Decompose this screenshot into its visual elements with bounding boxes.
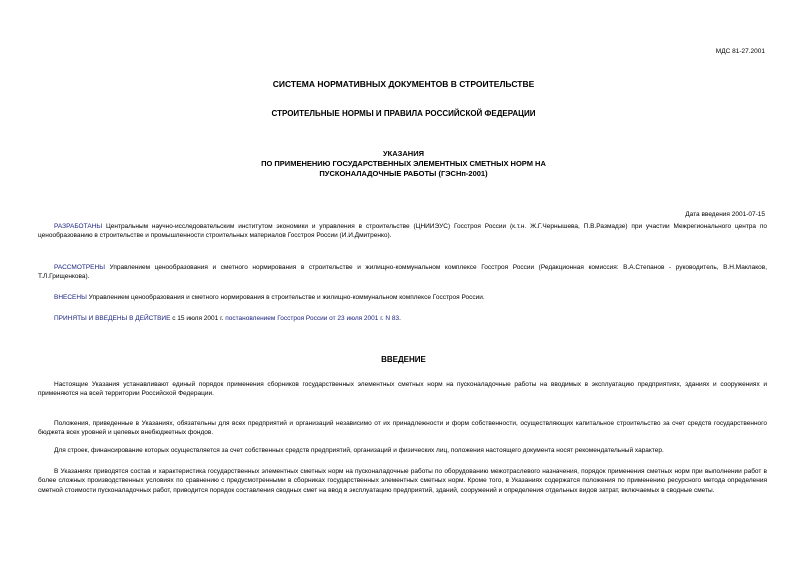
credits-reviewed [38, 263, 767, 282]
credits-introduced [38, 293, 767, 302]
introduced-text: Управлением ценообразования и сметного нормирования в строительстве и жилищно-коммунальном комплексе Госстроя России. [86, 294, 485, 301]
reviewed-text: Управлением ценообразования и сметного нормирования в строительстве и жилищно-коммунальном комплексе Госстроя России (Редакционная комиссия: В.А.Степанов - руководитель, В.Н.Маклаков, Т.Л.Грищенкова). [38, 264, 767, 281]
document-title-line-2: ПО ПРИМЕНЕНИЮ ГОСУДАРСТВЕННЫХ ЭЛЕМЕНТНЫХ СМЕТНЫХ НОРМ НА [261, 158, 546, 168]
document-title-line-3: ПУСКОНАЛАДОЧНЫЕ РАБОТЫ (ГЭСНп-2001) [319, 168, 488, 178]
body-paragraph: Для строек, финансирование которых осуществляется за счет собственных средств предприятий, организаций и физических лиц, положения настоящего документа носят рекомендательный характер. [54, 447, 664, 454]
body-paragraph: Положения, приведенные в Указаниях, обязательны для всех предприятий и организаций независимо от их принадлежности и форм собственности, осуществляющих капитальное строительство за счет средств государственного бюджета всех уровней и целевых внебюджетных фондов. [38, 420, 767, 437]
body-paragraph: Настоящие Указания устанавливают единый порядок применения сборников государственных элементных сметных норм на пусконаладочные работы на вводимых в эксплуатацию предприятиях, зданиях и сооружениях и применяются на всей территории Российской Федерации. [38, 381, 767, 398]
introduced-label: ВНЕСЕНЫ [54, 294, 87, 301]
adopted-text: с 15 июля 2001 г. [170, 315, 226, 322]
body-paragraph: В Указаниях приводятся состав и характеристика государственных элементных сметных норм на пусконаладочные работы по оборудованию межотраслевого назначения, порядок применения сметных норм при выполнении работ в более сложных производственных условиях по сравнению с предусмотренными в сборниках государственных элементных сметных норм. Кроме того, в Указаниях содержатся положения по применению ресурсного метода определения сметной стоимости пусконаладочных работ, приводится порядок составления сводных смет на ввод в эксплуатацию предприятий, зданий, сооружений и определения отдельных видов затрат, включаемых в сводные сметы. [38, 468, 767, 494]
document-code: МДС 81-27.2001 [715, 48, 765, 55]
section-title-introduction: ВВЕДЕНИЕ [381, 355, 426, 364]
decree-link[interactable]: постановлением Госстроя России от 23 июля 2001 г. N 83 [225, 315, 400, 322]
system-title: СИСТЕМА НОРМАТИВНЫХ ДОКУМЕНТОВ В СТРОИТЕЛЬСТВЕ [272, 79, 535, 89]
intro-date: Дата введения 2001-07-15 [685, 211, 765, 218]
document-title-line-1: УКАЗАНИЯ [383, 149, 424, 158]
norms-title: СТРОИТЕЛЬНЫЕ НОРМЫ И ПРАВИЛА РОССИЙСКОЙ ФЕДЕРАЦИИ [271, 109, 536, 118]
reviewed-label: РАССМОТРЕНЫ [54, 264, 105, 271]
credits-adopted [38, 314, 767, 323]
adopted-label: ПРИНЯТЫ И ВВЕДЕНЫ В ДЕЙСТВИЕ [54, 315, 171, 322]
developed-label: РАЗРАБОТАНЫ [54, 223, 103, 230]
document-title [0, 149, 807, 178]
credits-developed [38, 222, 767, 241]
adopted-end: . [399, 315, 401, 322]
developed-text: Центральным научно-исследовательским институтом экономики и управления в строительстве (ЦНИИЭУС) Госстроя России (к.т.н. Ж.Г.Чернышева, П.В.Размадзе) при участии Межрегионального центра по ценообразованию в строительстве и промышленности строительных материалов Госстроя России (И.И.Дмитренко). [38, 223, 767, 240]
